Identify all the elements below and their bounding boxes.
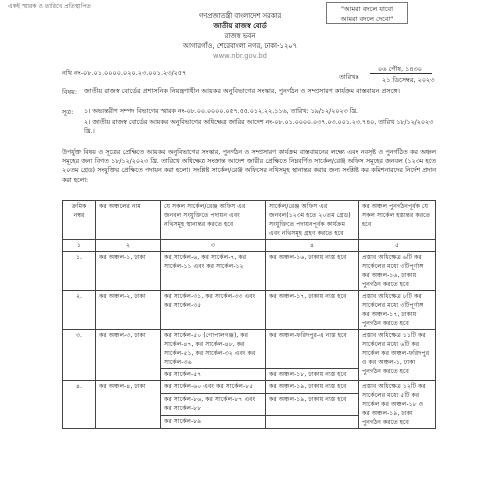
- table-row: [63, 252, 436, 291]
- cell-note: প্রস্তাব অধিক্ষেত্র ১২টি কর সার্কেলের মধ্যে ৫টি কর সার্কেল কর অঞ্চল-১৮ ও কর অঞ্চল-১৯, ঢাকা পুনর্গঠন করতে হবে: [359, 381, 436, 429]
- header-from: যে সকল সার্কেল/রেঞ্জ অফিস এর জনবল সংযুক্তিতে পদায়ন এবং নথিসমূহ স্থানান্তর করতে হবে: [161, 201, 266, 240]
- cell-to: কর অঞ্চল-১৯, ঢাকায় ন্যস্ত হবে: [266, 381, 359, 394]
- date-bangla: ০৬ পৌষ, ১৪৩০: [378, 65, 423, 73]
- cell-to: কর অঞ্চল-১৮, ঢাকায় ন্যস্ত হবে: [266, 369, 359, 381]
- cell-zone: কর অঞ্চল-৪, ঢাকা: [96, 381, 161, 429]
- cell-from: কর সার্কেল-৫৭: [161, 369, 266, 381]
- header-to: সার্কেল/রেঞ্জ অফিস এর জনবল(১২৩ম হতে ২০তম গ্রেড) সংযুক্তিতে পদায়নপূর্বক কার্যক্রম এবং নথিসমূহ গ্রহণ করতে হবে: [266, 201, 359, 240]
- cell-from: কর সার্কেল-৬০ এবং কর সার্কেল-৮৫: [161, 381, 266, 394]
- replacement-note: একই স্মারক ও তারিখে প্রতিস্থাপিত: [8, 3, 91, 10]
- building-name: রাজস্ব ভবন: [224, 32, 256, 40]
- cell-zone: কর অঞ্চল-২, ঢাকা: [96, 291, 161, 330]
- source-list: [84, 107, 434, 138]
- govt-name: গণপ্রজাতন্ত্রী বাংলাদেশ সরকার: [198, 12, 282, 20]
- table-header-row: [63, 201, 436, 240]
- cell-note: প্রস্তাব অধিক্ষেত্র ৬টি কর সার্কেলের মধ্যে ৩টিপূর্ণাঙ্গ কর অঞ্চল-১৬, ঢাকায় পুনর্গঠন করতে হবে: [359, 252, 436, 291]
- header-zone: কর অঞ্চলের নাম: [96, 201, 161, 240]
- address: আগারগাঁও, শেরেবাংলা নগর, ঢাকা-১২০৭: [182, 42, 298, 50]
- source-label: সূত্র:: [62, 108, 74, 116]
- cell-serial: ১.: [63, 252, 96, 291]
- cell-to: কর অঞ্চল-১৭, ঢাকায় ন্যস্ত হবে: [266, 291, 359, 330]
- header-serial: ক্রমিক নম্বর: [63, 201, 96, 240]
- col-number: ৪: [266, 240, 359, 252]
- col-number: ২: [96, 240, 161, 252]
- date-divider: [370, 73, 432, 74]
- cell-zone: কর অঞ্চল-১, ঢাকা: [96, 252, 161, 291]
- col-number: ৩: [161, 240, 266, 252]
- cell-serial: ৩.: [63, 330, 96, 381]
- posting-table: [62, 200, 436, 429]
- cell-note: প্রস্তাব অধিক্ষেত্র ১১টি কর সার্কেলের মধ্যে ৬টি কর সার্কেল কর অঞ্চল-ফরিদপুর ও কর অঞ্চল-১, ঢাকা পুনর্গঠন করতে হবে: [359, 330, 436, 381]
- slogan-line-1: "আমরা বদলে যাবো: [340, 5, 393, 13]
- cell-from: কর সার্কেল-৩১, কর সার্কেল-৩৩ এবং কর সার্কেল-৩৫: [161, 291, 266, 330]
- slogan-line-2: আমরা বদলে দেবো": [340, 15, 394, 23]
- table-row: [63, 381, 436, 394]
- cell-from: কর সার্কেল-৬, কর সার্কেল-৭, কর সার্কেল-১১ এবং কর সার্কেল-১২: [161, 252, 266, 291]
- cell-from: কর সার্কেল-৮৬, কর সার্কেল-৮৭ এবং কর সার্কেল-৮৮: [161, 393, 266, 415]
- cell-serial: ৪.: [63, 381, 96, 429]
- subject-label: বিষয়:: [62, 88, 78, 96]
- website-link[interactable]: www.nbr.gov.bd: [213, 52, 267, 60]
- board-name: জাতীয় রাজস্ব বোর্ড: [213, 22, 267, 30]
- body-paragraph: উপর্যুক্ত বিষয় ও সূত্রের প্রেক্ষিতে আয়কর অনুবিভাগের সংস্কার, পুনর্গঠন ও সম্প্রসারণ কার্যক্রম বাস্তবায়নের লক্ষ্যে এবং নবসৃষ্ট ও পুনর্গঠিত কর অঞ্চল সমূহের জন্য বিগত ১৮/১২/২০২৩ খ্রি. তারিখে অধিক্ষেত্র সংক্রান্ত আদেশ জারীর প্রেক্ষিতে নিম্নবর্ণিত সার্কেল/রেঞ্জ অফিস সমূহের জনবল (১২৩ম হতে ২০তম গ্রেড) সংযুক্তির প্রেক্ষিতে পদায়ন করা হলো। সংশ্লিষ্ট সার্কেল/রেঞ্জ অফিসের নথিসমূহ স্থানান্তর করার জন্য সংশ্লিষ্ট কর কমিশনারদের নির্দেশ প্রদান করা হলো:: [62, 149, 436, 184]
- source-item-1: ১। অভ্যন্তরীণ সম্পদ বিভাগের স্মারক নং-০৮.০০.০০০০.০৫৭.৫৫.০১২.২২.১১৬, তারিখ: ১৯/১২/২০২৩ খ্রি.: [84, 108, 359, 115]
- cell-serial: ২.: [63, 291, 96, 330]
- header-note: কর অঞ্চল পুনর্গঠনপূর্বক যে সকল সার্কেল হস্তান্তর করতে হবে: [359, 201, 436, 240]
- cell-to: কর অঞ্চল-১৯, ঢাকায় ন্যস্ত হবে: [266, 393, 359, 415]
- cell-from: কর সার্কেল-৫০ (গোপালগঞ্জ), কর সার্কেল-৪৭, কর সার্কেল-৪৮, কর সার্কেল-৫১, কর সার্কেল-৩২ এবং কর সার্কেল-৩৬: [161, 330, 266, 369]
- cell-from: কর সার্কেল-৮৯: [161, 416, 266, 429]
- cell-to: [266, 416, 359, 429]
- date-english: ২১ ডিসেম্বর, ২০২৩: [382, 76, 435, 84]
- source-item-2: ২। জাতীয় রাজস্ব বোর্ডের আয়কর অনুবিভাগের অধিক্ষেত্র জারির আদেশ নং-০৮.০১.০০০০.০৩৭.০৩.০০১.২৩.৭৪০, তারিখ ১৮/১২/২০২৩ খ্রি.।: [84, 119, 434, 135]
- table-number-row: [63, 240, 436, 252]
- col-number: ১: [63, 240, 96, 252]
- date-label: তারিখঃ: [339, 73, 359, 81]
- subject-text: জাতীয় রাজস্ব বোর্ডের প্রশাসনিক নিয়ন্ত্রণাধীন আয়কর অনুবিভাগের সংস্কার, পুনর্গঠন ও সম্প্রসারণ কার্যক্রম বাস্তবায়ন প্রসঙ্গে।: [84, 87, 400, 95]
- table-row: [63, 330, 436, 369]
- cell-to: কর অঞ্চল-১৬, ঢাকায় ন্যস্ত হবে: [266, 252, 359, 291]
- col-number: ৫: [359, 240, 436, 252]
- cell-note: প্রস্তাব অধিক্ষেত্র ৮টি কর সার্কেলের মধ্যে ৩টিপূর্ণাঙ্গ কর অঞ্চল-১৭, ঢাকায় পুনর্গঠন করতে হবে: [359, 291, 436, 330]
- cell-zone: কর অঞ্চল-৩, ঢাকা: [96, 330, 161, 381]
- memo-reference: নথি নং-০৮.০১.০০০০.০২০.২৩.০০১.২৩/২৫৭: [62, 69, 187, 77]
- cell-to: কর অঞ্চল-ফরিদপুর-এ ন্যস্ত হবে: [266, 330, 359, 369]
- table-row: [63, 291, 436, 330]
